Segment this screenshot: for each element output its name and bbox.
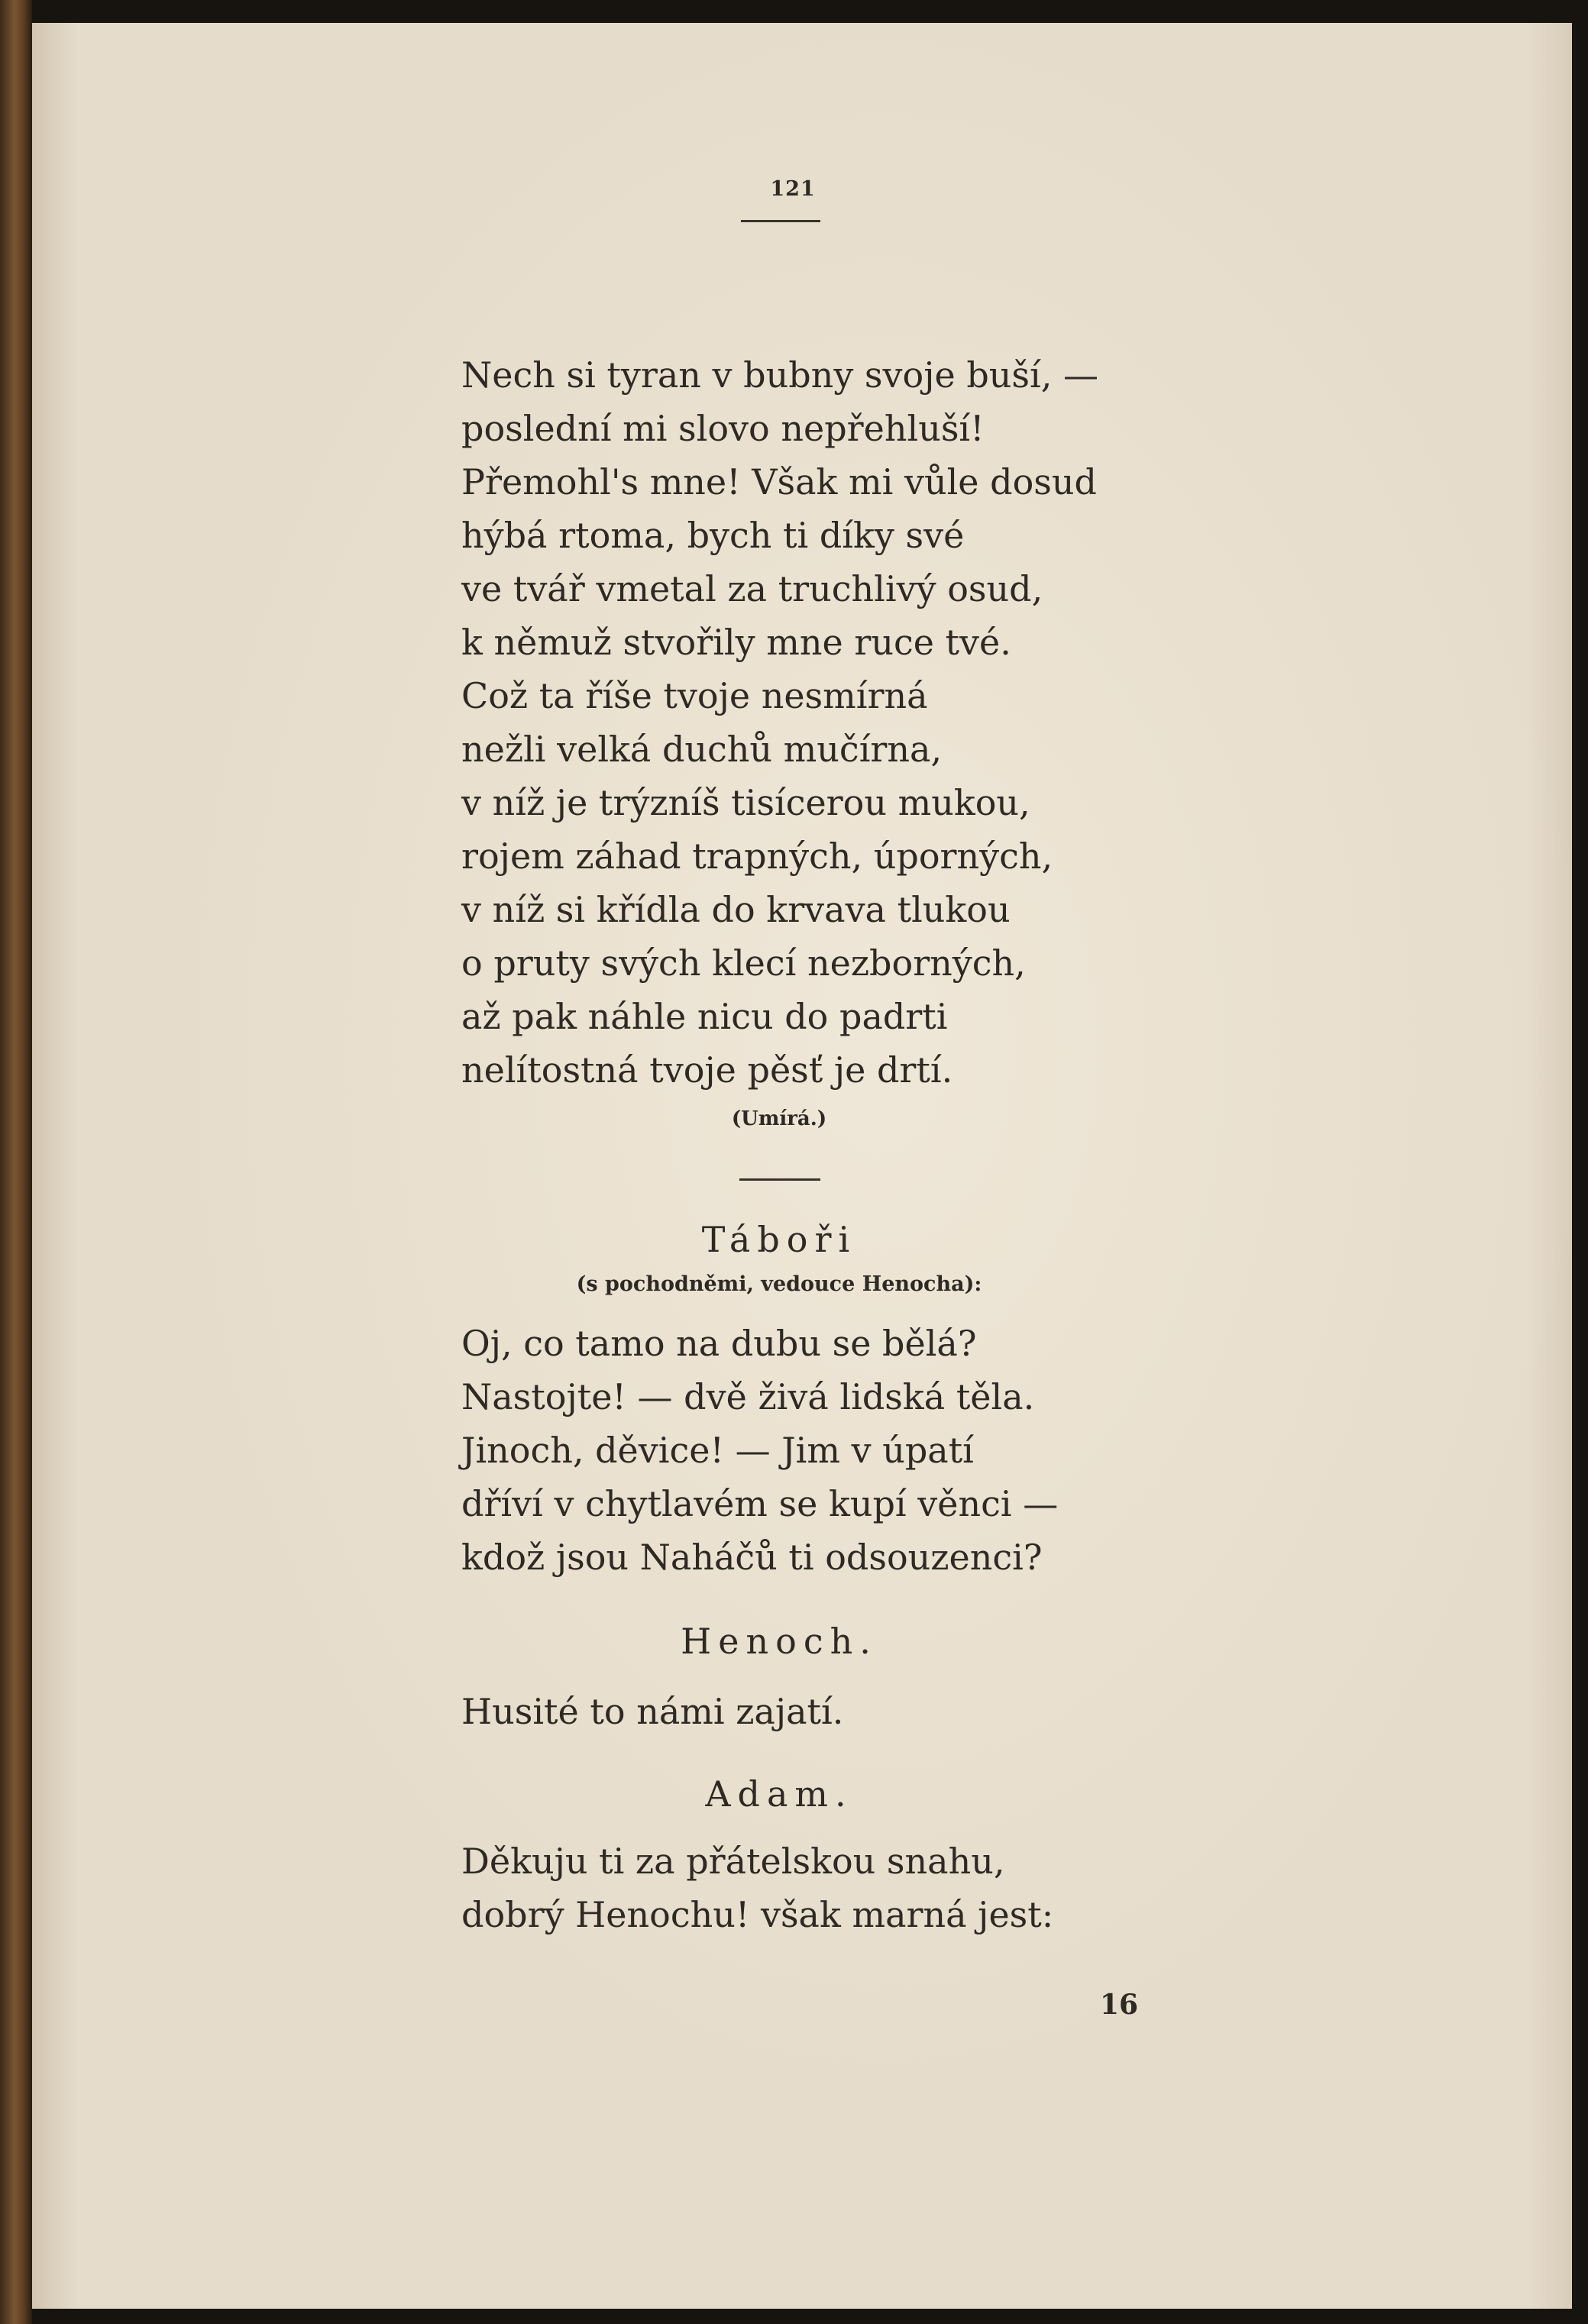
verse-line: kdož jsou Naháčů ti odsouzenci?	[461, 1537, 1043, 1578]
verse-line: hýbá rtoma, bych ti díky své	[461, 515, 965, 556]
verse-line: v níž je trýzníš tisícerou mukou,	[461, 782, 1030, 823]
verse-block-1	[461, 348, 1098, 1097]
section-separator-rule	[739, 1178, 820, 1181]
verse-line: Oj, co tamo na dubu se bělá?	[461, 1323, 977, 1364]
speaker-adam: Adam.	[705, 1773, 853, 1815]
verse-line: dobrý Henochu! však marná jest:	[461, 1894, 1054, 1935]
verse-line: Což ta říše tvoje nesmírná	[461, 675, 928, 716]
page-number-rule	[741, 220, 820, 222]
book-spine	[0, 0, 32, 2324]
signature-mark: 16	[1099, 1989, 1139, 2021]
speaker-tabori: Táboři	[701, 1219, 857, 1260]
verse-line: dříví v chytlavém se kupí věnci —	[461, 1483, 1059, 1524]
stage-direction-pochodnemi: (s pochodněmi, vedouce Henocha):	[576, 1272, 982, 1296]
speaker-henoch: Henoch.	[681, 1621, 878, 1662]
verse-line: o pruty svých klecí nezborných,	[461, 942, 1026, 984]
verse-line: k němuž stvořily mne ruce tvé.	[461, 622, 1011, 663]
verse-line: Husité to námi zajatí.	[461, 1691, 844, 1732]
verse-block-2	[461, 1317, 1058, 1584]
verse-line: rojem záhad trapných, úporných,	[461, 836, 1053, 877]
verse-line: Nech si tyran v bubny svoje buší, —	[461, 354, 1098, 396]
verse-line: Děkuju ti za přátelskou snahu,	[461, 1841, 1005, 1882]
verse-line: Nastojte! — dvě živá lidská těla.	[461, 1376, 1035, 1417]
verse-line: nelítostná tvoje pěsť je drtí.	[461, 1049, 953, 1091]
verse-block-3	[461, 1685, 843, 1738]
verse-line: v níž si křídla do krvava tlukou	[461, 889, 1011, 930]
verse-line: až pak náhle nicu do padrti	[461, 996, 948, 1037]
verse-line: ve tvář vmetal za truchlivý osud,	[461, 568, 1043, 609]
verse-line: Jinoch, děvice! — Jim v úpatí	[461, 1430, 974, 1471]
verse-block-4	[461, 1834, 1053, 1941]
verse-line: nežli velká duchů mučírna,	[461, 729, 943, 770]
verse-line: Přemohl's mne! Však mi vůle dosud	[461, 461, 1097, 503]
verse-line: poslední mi slovo nepřehluší!	[461, 408, 985, 449]
page-number: 121	[770, 177, 816, 201]
stage-direction-umira: (Umírá.)	[731, 1107, 827, 1130]
